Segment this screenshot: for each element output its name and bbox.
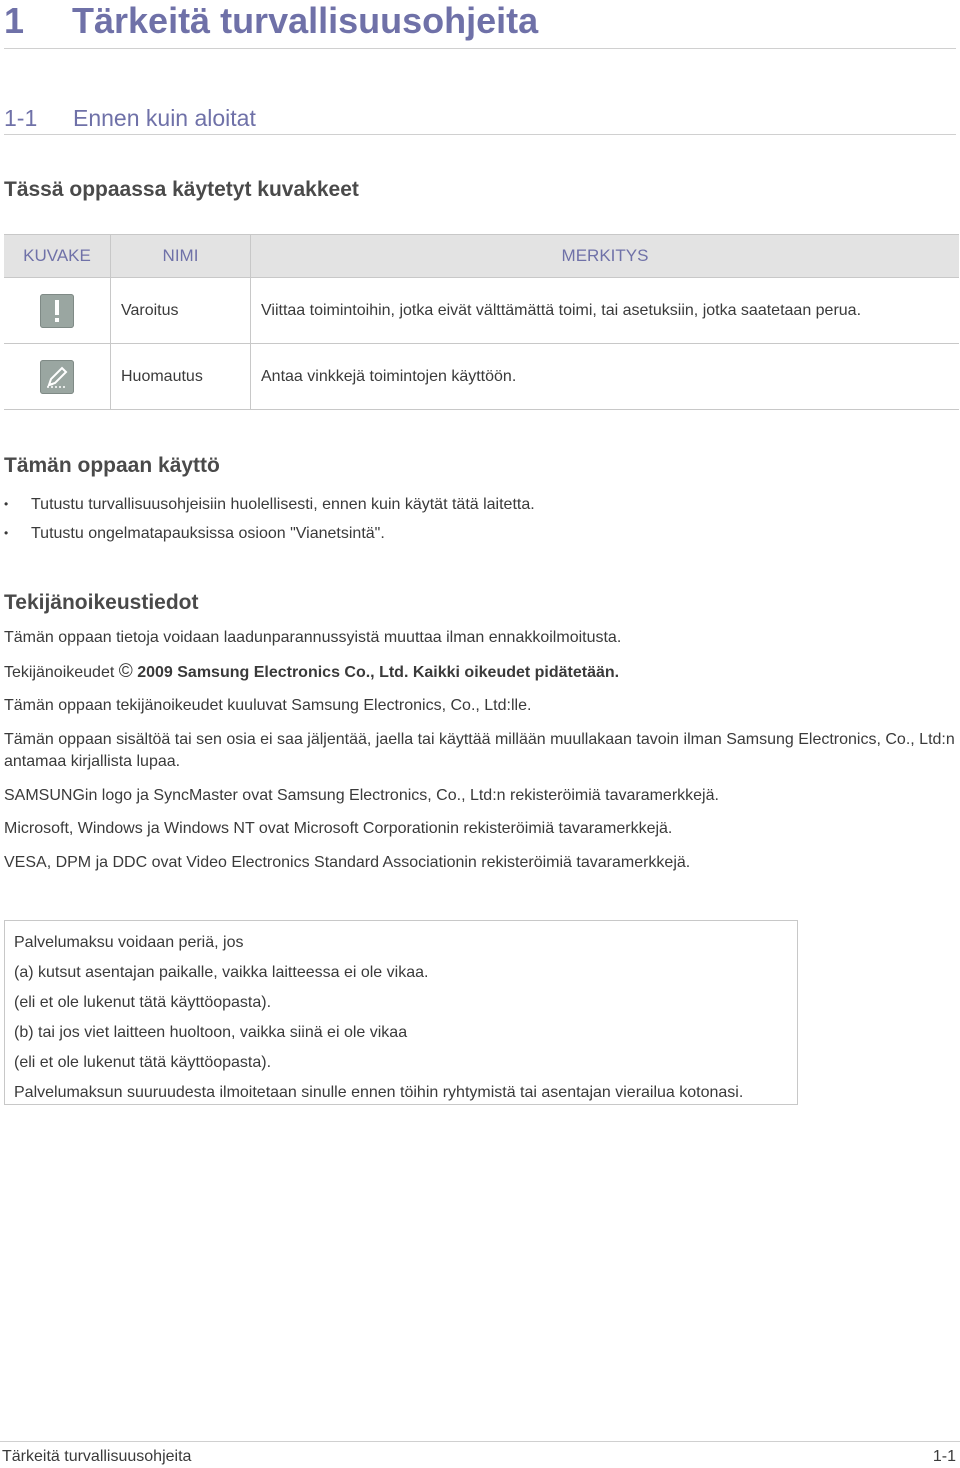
service-line: (eli et ole lukenut tätä käyttöopasta). — [14, 1054, 272, 1071]
name-cell: Huomautus — [111, 344, 251, 410]
meaning-cell: Antaa vinkkejä toimintojen käyttöön. — [251, 344, 960, 410]
service-line: (a) kutsut asentajan paikalle, vaikka laitteessa ei ole vikaa. — [14, 964, 429, 981]
trademark-paragraph-1: SAMSUNGin logo ja SyncMaster ovat Samsung Electronics, Co., Ltd:n rekisteröimiä tavaramerkkejä. — [4, 787, 719, 804]
copyright-heading: Tekijänoikeustiedot — [4, 591, 199, 614]
footer-title: Tärkeitä turvallisuusohjeita — [2, 1448, 192, 1465]
copyright-paragraph-4: Tämän oppaan sisältöä tai sen osia ei saa jäljentää, jaella tai käyttää millään muullakaan tavoin ilman Samsung Electronics, Co., Ltd:n antamaa kirjallista lupaa. — [4, 731, 955, 770]
chapter-title: Tärkeitä turvallisuusohjeita — [72, 0, 539, 41]
list-item: • Tutustu ongelmatapauksissa osioon "Vianetsintä". — [4, 519, 535, 548]
chapter-heading — [4, 0, 956, 49]
col-header-name: NIMI — [111, 235, 251, 278]
table-header-row — [4, 235, 959, 278]
copyright-prefix: Tekijänoikeudet — [4, 664, 115, 681]
copyright-paragraph-1: Tämän oppaan tietoja voidaan laadunparannussyistä muuttaa ilman ennakkoilmoitusta. — [4, 629, 622, 646]
list-item: • Tutustu turvallisuusohjeisiin huolellisesti, ennen kuin käytät tätä laitetta. — [4, 490, 535, 519]
table-row — [4, 344, 959, 410]
section-title: Ennen kuin aloitat — [73, 105, 256, 131]
icons-table — [4, 234, 959, 410]
section-heading — [4, 100, 956, 135]
service-line: (b) tai jos viet laitteen huoltoon, vaikka siinä ei ole vikaa — [14, 1024, 408, 1041]
usage-heading: Tämän oppaan käyttö — [4, 454, 220, 477]
copyright-paragraph-2 — [4, 661, 956, 684]
table-row — [4, 278, 959, 344]
service-line: Palvelumaksun suuruudesta ilmoitetaan sinulle ennen töihin ryhtymistä tai asentajan vierailua kotonasi. — [14, 1084, 744, 1101]
icons-heading: Tässä oppaassa käytetyt kuvakkeet — [4, 178, 359, 201]
copyright-symbol-icon: © — [118, 661, 133, 682]
trademark-paragraph-2: Microsoft, Windows ja Windows NT ovat Microsoft Corporationin rekisteröimiä tavaramerkkejä. — [4, 820, 673, 837]
service-fee-box — [4, 920, 798, 1105]
trademark-paragraph-3: VESA, DPM ja DDC ovat Video Electronics Standard Associationin rekisteröimiä tavaramerkkejä. — [4, 854, 691, 871]
page-footer — [0, 1441, 960, 1468]
name-cell: Varoitus — [111, 278, 251, 344]
page-number: 1-1 — [932, 1448, 956, 1465]
icon-cell — [4, 344, 111, 410]
section-number: 1-1 — [4, 105, 38, 131]
meaning-cell: Viittaa toimintoihin, jotka eivät välttämättä toimi, tai asetuksiin, jotka saatetaan perua. — [251, 278, 960, 344]
chapter-number: 1 — [4, 0, 25, 41]
usage-list — [4, 490, 535, 548]
col-header-meaning: MERKITYS — [251, 235, 960, 278]
icon-cell — [4, 278, 111, 344]
copyright-notice: 2009 Samsung Electronics Co., Ltd. Kaikki oikeudet pidätetään. — [137, 664, 620, 681]
service-line: (eli et ole lukenut tätä käyttöopasta). — [14, 994, 272, 1011]
note-pencil-icon — [40, 360, 74, 394]
warning-icon — [40, 294, 74, 328]
col-header-icon: KUVAKE — [4, 235, 111, 278]
copyright-paragraph-3: Tämän oppaan tekijänoikeudet kuuluvat Samsung Electronics, Co., Ltd:lle. — [4, 697, 532, 714]
service-line: Palvelumaksu voidaan periä, jos — [14, 934, 244, 951]
